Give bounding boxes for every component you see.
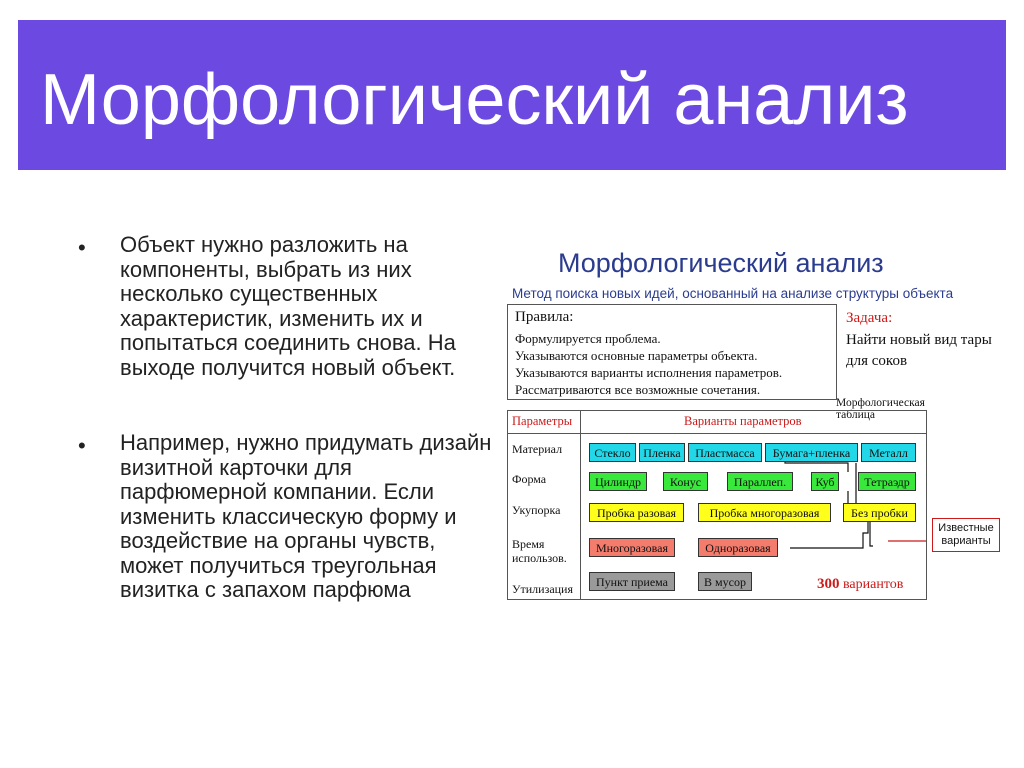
col-params: Параметры bbox=[512, 414, 573, 428]
variant-cell: Без пробки bbox=[843, 503, 916, 522]
variant-cell: Куб bbox=[811, 472, 839, 491]
variant-cell: Пластмасса bbox=[688, 443, 762, 462]
variant-cell: Пробка разовая bbox=[589, 503, 684, 522]
param-label: Форма bbox=[512, 472, 547, 486]
variant-cell: Многоразовая bbox=[589, 538, 675, 557]
variant-cell: Бумага+пленка bbox=[765, 443, 858, 462]
variant-cell: Пробка многоразовая bbox=[698, 503, 831, 522]
rules-box bbox=[507, 304, 837, 400]
bullet-marker: • bbox=[78, 433, 86, 458]
slide-title: Морфологический анализ bbox=[40, 60, 909, 140]
param-label: Укупорка bbox=[512, 503, 561, 517]
variant-cell: Одноразовая bbox=[698, 538, 778, 557]
figure-subtitle: Метод поиска новых идей, основанный на анализе структуры объекта bbox=[512, 286, 954, 301]
morphological-table bbox=[507, 410, 927, 600]
param-label: Время использов. bbox=[512, 537, 567, 565]
morphological-figure bbox=[500, 240, 1010, 610]
known-variants-box: Известные варианты bbox=[932, 518, 1000, 552]
rule-item: Формулируется проблема. bbox=[515, 331, 661, 346]
bullet-marker: • bbox=[78, 235, 86, 260]
variant-cell: Параллеп. bbox=[727, 472, 793, 491]
task-text: Найти новый вид тары для соков bbox=[846, 332, 992, 369]
bullet-text-1: Объект нужно разложить на компоненты, выбрать из них несколько существенных характеристик, изменить их и попытаться соединить снова. На выходе получится новый объект. bbox=[120, 232, 456, 380]
rule-item: Указываются варианты исполнения параметров. bbox=[515, 365, 783, 380]
figure-title: Морфологический анализ bbox=[558, 248, 884, 278]
count-text: вариантов bbox=[843, 577, 904, 592]
title-bar bbox=[18, 20, 1006, 170]
variant-cell: Пленка bbox=[639, 443, 685, 462]
bullet-text-2: Например, нужно придумать дизайн визитной карточки для парфюмерной компании. Если изменить классическую форму и воздействие на органы чувств, может получиться треугольная визитка с запахом парфюма bbox=[120, 430, 492, 602]
variant-cell: Цилиндр bbox=[589, 472, 647, 491]
variant-cell: В мусор bbox=[698, 572, 752, 591]
table-label: Морфологическая таблица bbox=[836, 397, 925, 421]
rule-item: Рассматриваются все возможные сочетания. bbox=[515, 382, 761, 397]
rule-item: Указываются основные параметры объекта. bbox=[515, 348, 758, 363]
variant-cell: Металл bbox=[861, 443, 916, 462]
variant-cell: Пункт приема bbox=[589, 572, 675, 591]
variant-cell: Тетраэдр bbox=[858, 472, 916, 491]
variants-count bbox=[817, 576, 903, 593]
count-number: 300 bbox=[817, 576, 840, 592]
col-variants: Варианты параметров bbox=[684, 414, 802, 428]
rules-heading: Правила: bbox=[515, 309, 574, 325]
variant-cell: Конус bbox=[663, 472, 708, 491]
task-heading: Задача: bbox=[846, 310, 893, 326]
param-label: Утилизация bbox=[512, 582, 574, 596]
param-label: Материал bbox=[512, 442, 563, 456]
variant-cell: Стекло bbox=[589, 443, 636, 462]
